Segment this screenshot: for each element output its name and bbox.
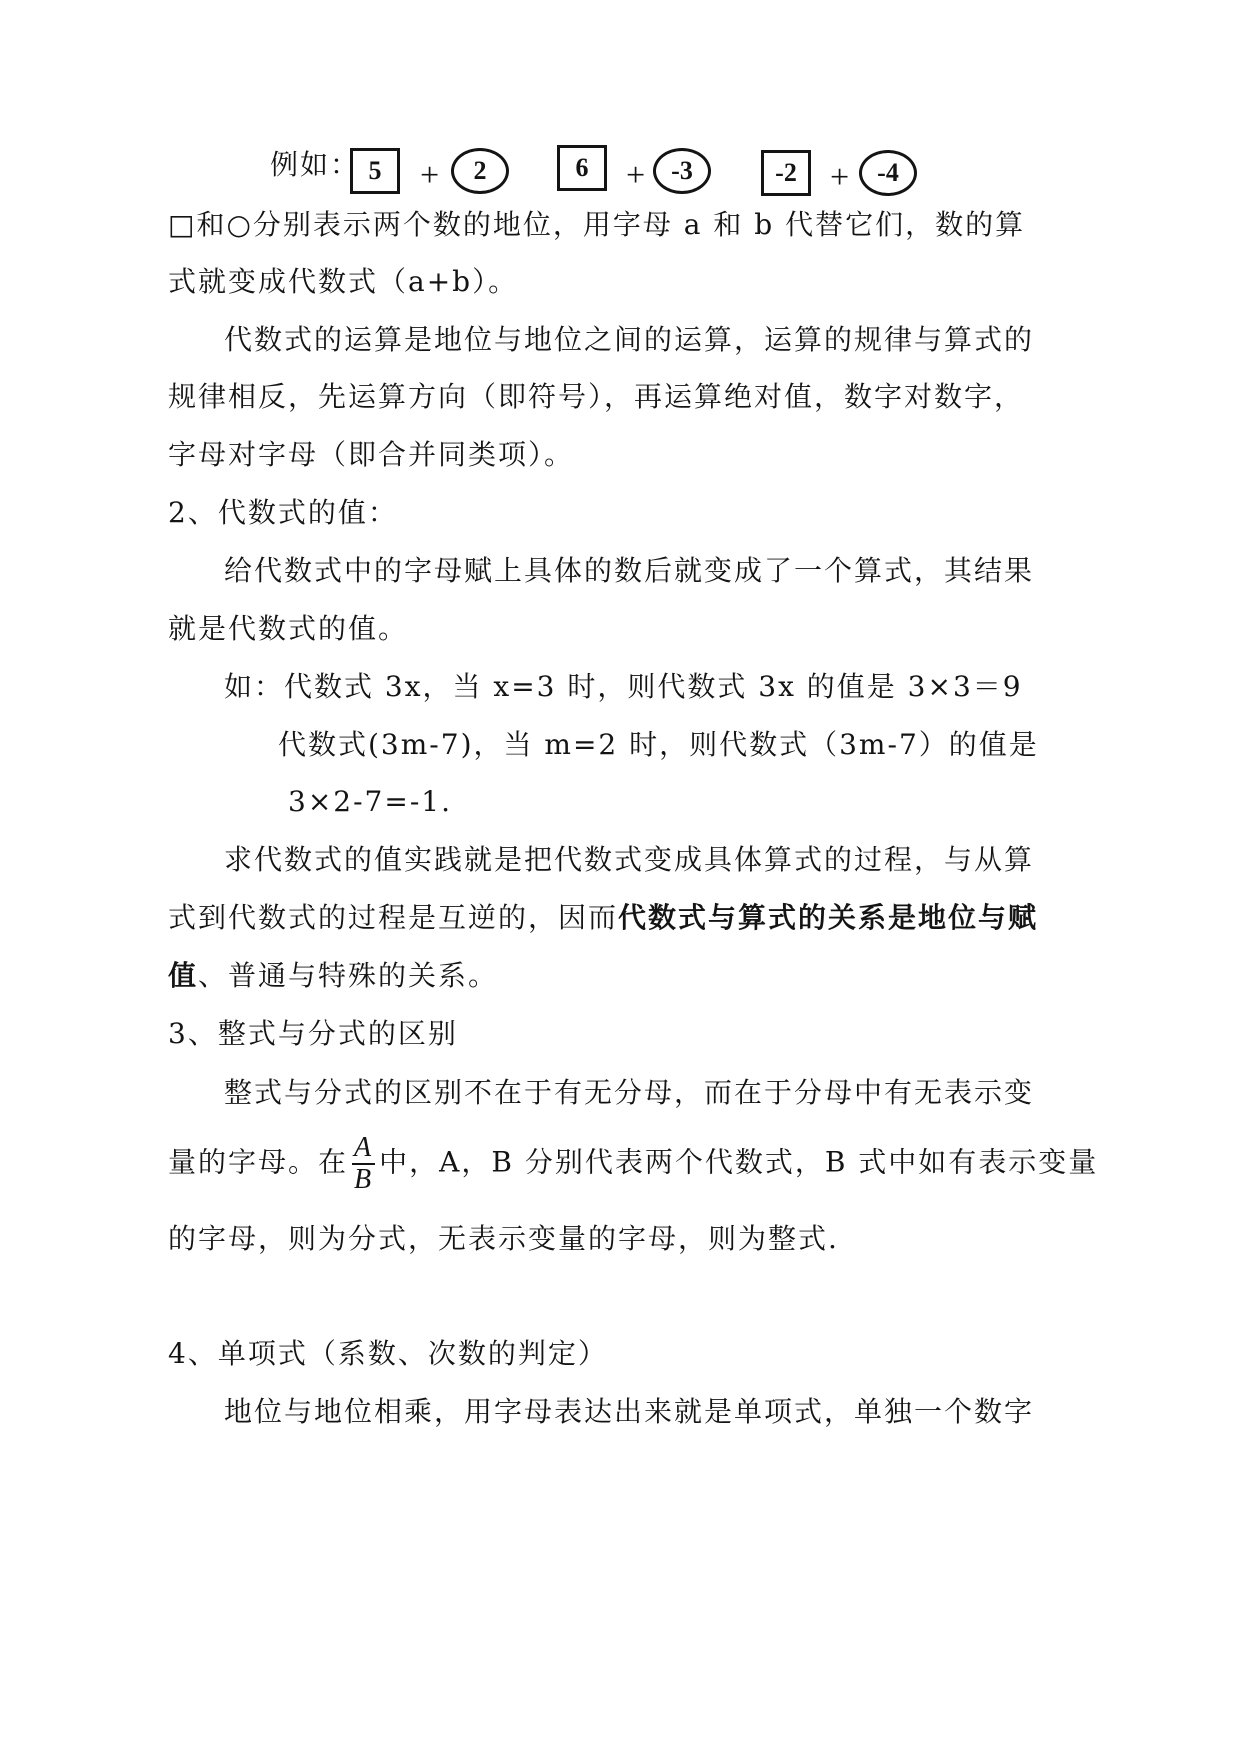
body-text: 规律相反，先运算方向（即符号），再运算绝对值，数字对数字，	[168, 380, 1025, 413]
bold-text: 代数式与算式的关系是地位与赋	[618, 901, 1039, 934]
body-text-span: 中，A，B 分别代表两个代数式，B 式中如有表示变量	[379, 1145, 1099, 1179]
body-text: 的字母，则为分式，无表示变量的字母，则为整式.	[168, 1222, 839, 1255]
bold-text: 值	[168, 959, 199, 992]
body-text	[168, 898, 1038, 938]
section-heading: 3、整式与分式的区别	[168, 1017, 458, 1050]
section-heading: 4、单项式（系数、次数的判定）	[168, 1337, 608, 1370]
plus-sign: +	[420, 157, 440, 194]
body-text: 代数式的运算是地位与地位之间的运算，运算的规律与算式的	[224, 323, 1035, 356]
fraction-denominator: B	[354, 1164, 374, 1195]
fraction	[352, 1133, 375, 1195]
body-text: 地位与地位相乘，用字母表达出来就是单项式，单独一个数字	[224, 1395, 1035, 1428]
body-text: 式就变成代数式（a+b）。	[168, 265, 519, 298]
example-text: 如：代数式 3x，当 x=3 时，则代数式 3x 的值是 3×3＝9	[224, 670, 1023, 703]
square-box: -2	[761, 150, 811, 196]
body-text: □和○分别表示两个数的地位，用字母 a 和 b 代替它们，数的算	[168, 208, 1026, 241]
square-box: 5	[350, 148, 400, 194]
body-text-span: 式到代数式的过程是互逆的，因而	[168, 901, 619, 934]
example-label: 例如：	[270, 148, 361, 181]
circle-box: 2	[451, 148, 509, 194]
fraction-numerator: A	[354, 1132, 374, 1163]
circle-box: -3	[653, 148, 711, 194]
body-text: 求代数式的值实践就是把代数式变成具体算式的过程，与从算	[224, 843, 1035, 876]
square-box: 6	[557, 145, 607, 191]
body-text-span: 量的字母。在	[168, 1145, 349, 1179]
body-text-span: 、普通与特殊的关系。	[198, 959, 499, 992]
body-text	[168, 1133, 1098, 1195]
example-text: 代数式(3m-7)，当 m=2 时，则代数式（3m-7）的值是	[278, 728, 1039, 761]
plus-sign: +	[830, 159, 850, 196]
body-text: 整式与分式的区别不在于有无分母，而在于分母中有无表示变	[224, 1076, 1035, 1109]
example-text: 3×2-7=-1.	[288, 785, 453, 818]
plus-sign: +	[626, 157, 646, 194]
circle-box: -4	[859, 150, 917, 196]
body-text: 就是代数式的值。	[168, 612, 409, 645]
body-text: 给代数式中的字母赋上具体的数后就变成了一个算式，其结果	[224, 554, 1035, 587]
body-text	[168, 956, 498, 996]
body-text: 字母对字母（即合并同类项）。	[168, 438, 575, 471]
section-heading: 2、代数式的值：	[168, 496, 398, 529]
